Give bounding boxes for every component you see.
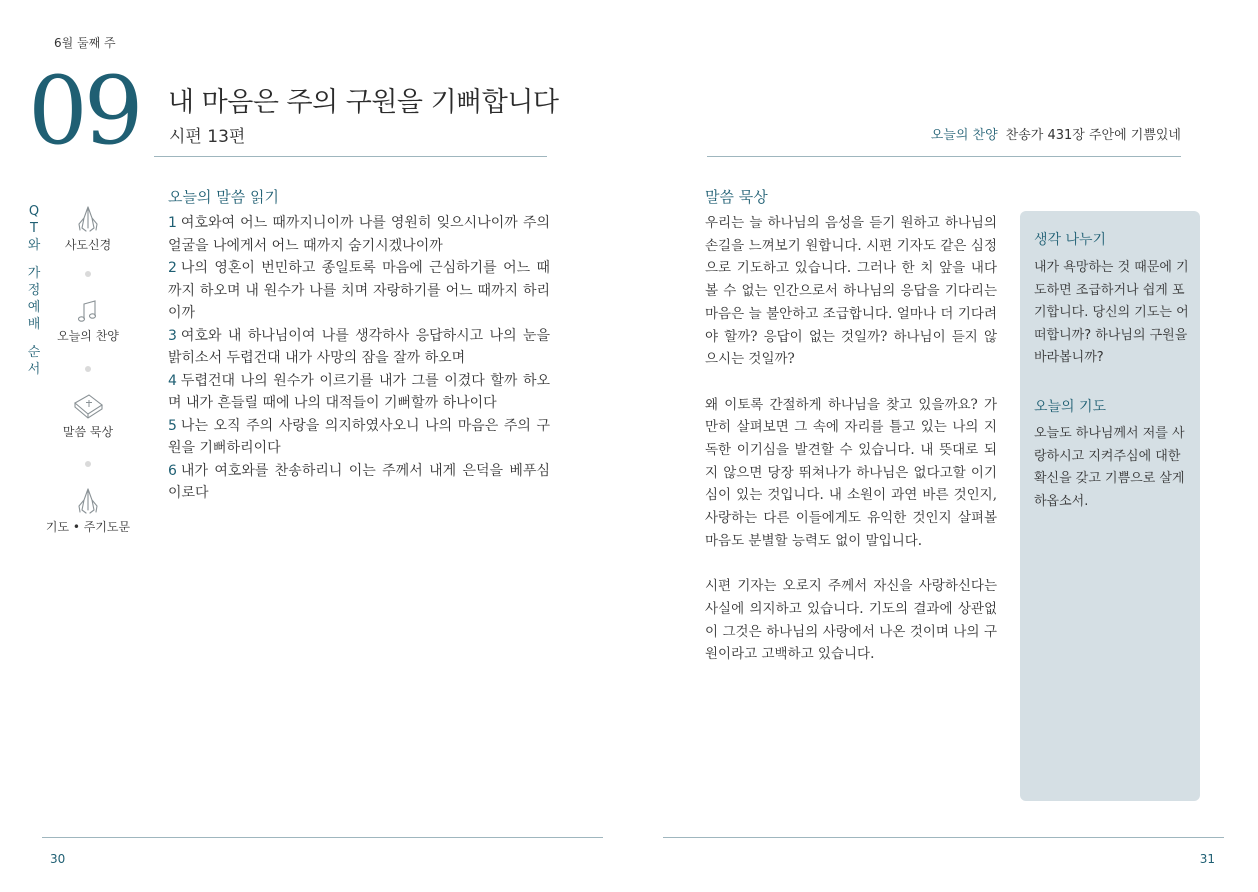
vertical-char: 와: [27, 238, 41, 253]
right-footer-rule: [663, 837, 1224, 838]
verse: [168, 257, 550, 325]
right-header-rule: [707, 156, 1181, 157]
vertical-char: 예: [27, 300, 41, 315]
praying-hands-icon: [73, 204, 103, 234]
prayer-text: 오늘도 하나님께서 저를 사랑하시고 지켜주심에 대한 확신을 갖고 기쁨으로 살게 하옵소서.: [1034, 426, 1185, 509]
verse-number: 6: [168, 462, 177, 479]
verse: [168, 212, 550, 257]
vertical-order-title: [24, 203, 44, 378]
vertical-char: 순: [27, 345, 41, 360]
verse-text: 여호와 내 하나님이여 나를 생각하사 응답하시고 나의 눈을 밝히소서 두렵건대 내가 사망의 잠을 잘까 하오며: [168, 327, 550, 366]
reflection-box: [1020, 211, 1200, 801]
verse: [168, 325, 550, 370]
scripture-reference: 시편 13편: [169, 127, 246, 147]
vertical-char: 정: [27, 283, 41, 298]
verse-text: 두렵건대 나의 원수가 이르기를 내가 그를 이겼다 할까 하오며 내가 흔들릴 때에 나의 대적들이 기뻐할까 하나이다: [168, 372, 550, 411]
scripture-reading: [168, 212, 550, 505]
meditation-paragraph: 시편 기자는 오로지 주께서 자신을 사랑하신다는 사실에 의지하고 있습니다. 기도의 결과에 상관없이 그것은 하나님의 사랑에서 나온 것이며 나의 구원이라고 고백하고 있습니다.: [705, 578, 997, 663]
step-label: 기도 • 주기도문: [45, 520, 131, 534]
vertical-char: T: [30, 221, 38, 236]
meditation-heading: 말씀 묵상: [705, 188, 768, 206]
step-apostles-creed: [43, 204, 133, 253]
step-prayer: [43, 486, 133, 535]
meditation-body: [705, 212, 997, 689]
vertical-char: 배: [27, 317, 41, 332]
left-header-rule: [154, 156, 547, 157]
step-separator-dot: [85, 271, 91, 277]
verse-number: 2: [168, 260, 177, 276]
share-text: 내가 욕망하는 것 때문에 기도하면 조급하거나 쉽게 포기합니다. 당신의 기도는 어떠합니까? 하나님의 구원을 바라봅니까?: [1034, 260, 1189, 365]
step-todays-hymn: [43, 297, 133, 344]
vertical-gap: [24, 333, 44, 344]
reading-heading: 오늘의 말씀 읽기: [168, 188, 279, 206]
music-note-icon: [73, 297, 103, 325]
week-label: 6월 둘째 주: [54, 36, 116, 50]
hymn-label: 오늘의 찬양: [930, 128, 998, 143]
left-footer-rule: [42, 837, 603, 838]
bible-icon: [71, 391, 105, 421]
verse-number: 4: [168, 372, 177, 389]
praying-hands-icon: [73, 486, 103, 516]
vertical-char: 서: [27, 362, 41, 377]
step-label: 사도신경: [64, 238, 112, 252]
verse-text: 나의 영혼이 번민하고 종일토록 마음에 근심하기를 어느 때까지 하오며 내 원수가 나를 치며 자랑하기를 어느 때까지 하리이까: [168, 260, 550, 321]
vertical-char: Q: [28, 204, 40, 219]
verse: [168, 370, 550, 415]
verse-text: 여호와여 어느 때까지니이까 나를 영원히 잊으시나이까 주의 얼굴을 나에게서 어느 때까지 숨기시겠나이까: [168, 215, 550, 254]
todays-hymn: [931, 124, 1181, 143]
meditation-paragraph: 우리는 늘 하나님의 음성을 듣기 원하고 하나님의 손길을 느껴보기 원합니다. 시편 기자도 같은 심정으로 기도하고 있습니다. 그러나 한 치 앞을 내다 볼 수 없는 인간으로서 하나님의 응답을 기다리는 마음은 늘 불안하고 조급합니다. 얼마나 더 기다려야 할까? 응답이 없는 것일까? 하나님이 듣지 않으시는 것일까?: [705, 215, 997, 368]
verse-text: 내가 여호와를 찬송하리니 이는 주께서 내게 은덕을 베푸심이로다: [168, 462, 550, 501]
verse-text: 나는 오직 주의 사랑을 의지하였사오니 나의 마음은 주의 구원을 기뻐하리이다: [168, 417, 550, 456]
step-label: 말씀 묵상: [62, 425, 114, 439]
left-page-number: 30: [50, 852, 66, 866]
verse-number: 5: [168, 417, 177, 434]
vertical-gap: [24, 254, 44, 265]
step-label: 오늘의 찬양: [57, 329, 119, 343]
verse: [168, 460, 550, 505]
step-separator-dot: [85, 366, 91, 372]
page-title: 내 마음은 주의 구원을 기뻐합니다: [168, 87, 559, 118]
share-heading: 생각 나누기: [1034, 232, 1107, 248]
lesson-number: 09: [28, 57, 140, 166]
step-word-meditation: [43, 391, 133, 440]
verse: [168, 415, 550, 460]
vertical-char: 가: [27, 266, 41, 281]
prayer-heading: 오늘의 기도: [1034, 399, 1107, 415]
right-page-number: 31: [1199, 852, 1215, 866]
verse-number: 1: [168, 215, 177, 231]
verse-number: 3: [168, 327, 177, 344]
hymn-text: 찬송가 431장 주안에 기쁨있네: [1005, 128, 1181, 143]
step-separator-dot: [85, 461, 91, 467]
meditation-paragraph: 왜 이토록 간절하게 하나님을 찾고 있을까요? 가만히 살펴보면 그 속에 자리를 틀고 있는 나의 지독한 이기심을 발견할 수 있습니다. 내 뜻대로 되지 않으면 당장 뛰쳐나가 하나님은 없다고할 이기심이 있는 것입니다. 내 소원이 과연 바른 것인지, 사랑하는 다른 이들에게도 유익한 것인지 살펴볼 마음도 분별할 능력도 없이 말입니다.: [705, 396, 997, 549]
